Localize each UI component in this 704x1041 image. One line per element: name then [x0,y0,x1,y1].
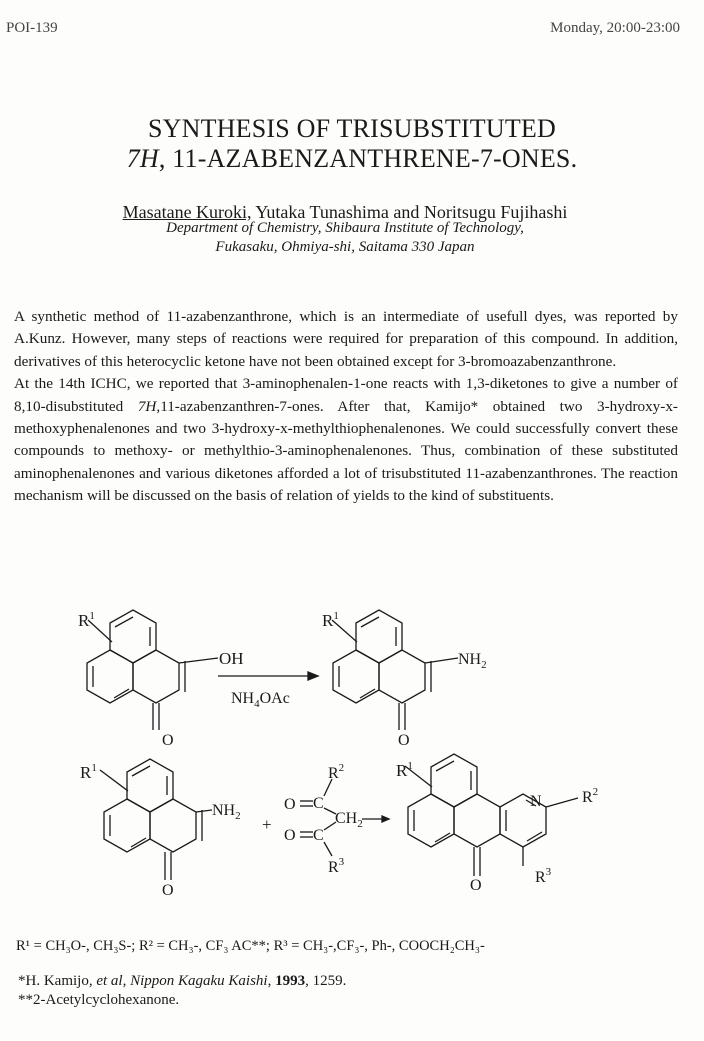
abstract-p2-end: ,11-azabenzanthren-7-ones. After that, Kamijo* obtained two 3-hydroxy-x-methoxyphenalenones and two 3-hydroxy-x-methylthiophenalenones. We could successfully convert these compounds to methoxy- or methylthio-3-aminophenalenones. Thus, combination of these substituted aminophenalenones and various diketones afforded a lot of trisubstituted 11-azabenzanthrones. The reaction mechanism will be discussed on the basis of relation of yields to the kind of substituents. [14,397,678,505]
affiliation-line-1: Department of Chemistry, Shibaura Institute of Technology, [166,220,524,236]
session-time: Monday, 20:00-23:00 [550,20,680,36]
reaction-scheme [0,590,704,930]
label-o-1: O [162,732,174,749]
presenting-author: Masatane Kuroki, [122,202,252,222]
plus-sign: + [262,815,272,834]
title-line-1: SYNTHESIS OF TRISUBSTITUTED [148,114,556,143]
label-r2-b: $R^2$ [582,786,599,806]
ref1-year: 1993 [275,973,306,989]
label-n: N [530,793,542,810]
abstract-paragraph-1: A synthetic method of 11-azabenzanthrone, which is an intermediate of usefull dyes, was reported by A.Kunz. However, many steps of reactions were required for preparation of this compound. In addition, derivatives of this heterocyclic ketone have not been obtained except for 3-bromoazabenzanthrone. [14,308,678,370]
label-o-6: O [470,877,482,894]
label-ch2: $CH_2$ [335,810,363,830]
label-o-3: O [162,882,174,899]
label-r1-c: $R^1$ [80,762,97,782]
label-r1-d: $R^1$ [396,760,413,780]
label-r3-a: $R^3$ [328,856,345,876]
abstract-p2-start: At the 14th ICHC, we reported that 3-aminophenalen-1-one reacts with 1,3-diketones to give a number of 8,10-disubstituted [14,375,678,415]
affiliation-line-2: Fukasaku, Ohmiya-shi, Saitama 330 Japan [215,239,475,255]
abstract [14,306,678,508]
label-nh2-b: $NH_2$ [212,802,241,822]
ref1-sep: , [267,973,276,989]
reference-2: **2-Acetylcyclohexanone. [18,992,180,1008]
reference-1 [18,972,346,991]
label-r1-b: $R^1$ [322,610,339,630]
hydroxyphenalenone-structure [87,610,218,730]
label-o-2: O [398,732,410,749]
label-oh: OH [219,649,244,668]
label-o-5: O [284,827,296,844]
poster-code: POI-139 [6,20,58,36]
label-o-4: O [284,796,296,813]
paper-title [0,114,704,174]
reaction-arrow-1 [218,672,318,680]
reagent-label: $NH_4OAc$ [231,690,290,710]
references [18,972,346,1010]
ref1-author: *H. Kamijo, [18,973,97,989]
label-nh2-a: $NH_2$ [458,651,487,671]
ref1-page: , 1259. [305,973,347,989]
aminophenalenone-structure [332,610,458,730]
abstract-paragraph-2 [14,373,678,507]
label-r2-a: $R^2$ [328,762,345,782]
label-r3-b: $R^3$ [535,866,552,886]
ref1-journal: et al, Nippon Kagaku Kaishi [96,973,268,989]
label-c-1: C [313,795,324,812]
title-line-2 [0,144,704,174]
co-authors: Yutaka Tunashima and Noritsugu Fujihashi [251,202,568,222]
aminophenalenone-reactant-structure [100,759,212,880]
azabenzanthrone-structure [405,754,578,876]
label-c-2: C [313,827,324,844]
abstract-p2-7h: 7H [137,397,157,415]
label-r1-a: $R^1$ [78,610,95,630]
title-7h: 7H [126,144,159,173]
substituent-definitions: R¹ = CH₃O-, CH₃S-; R² = CH₃-, CF₃ AC**; R³ = CH₃-,CF₃-, Ph-, COOCH₂CH₃- [16,938,485,954]
title-line-2-rest: , 11-AZABENZANTHRENE-7-ONES. [158,144,578,173]
